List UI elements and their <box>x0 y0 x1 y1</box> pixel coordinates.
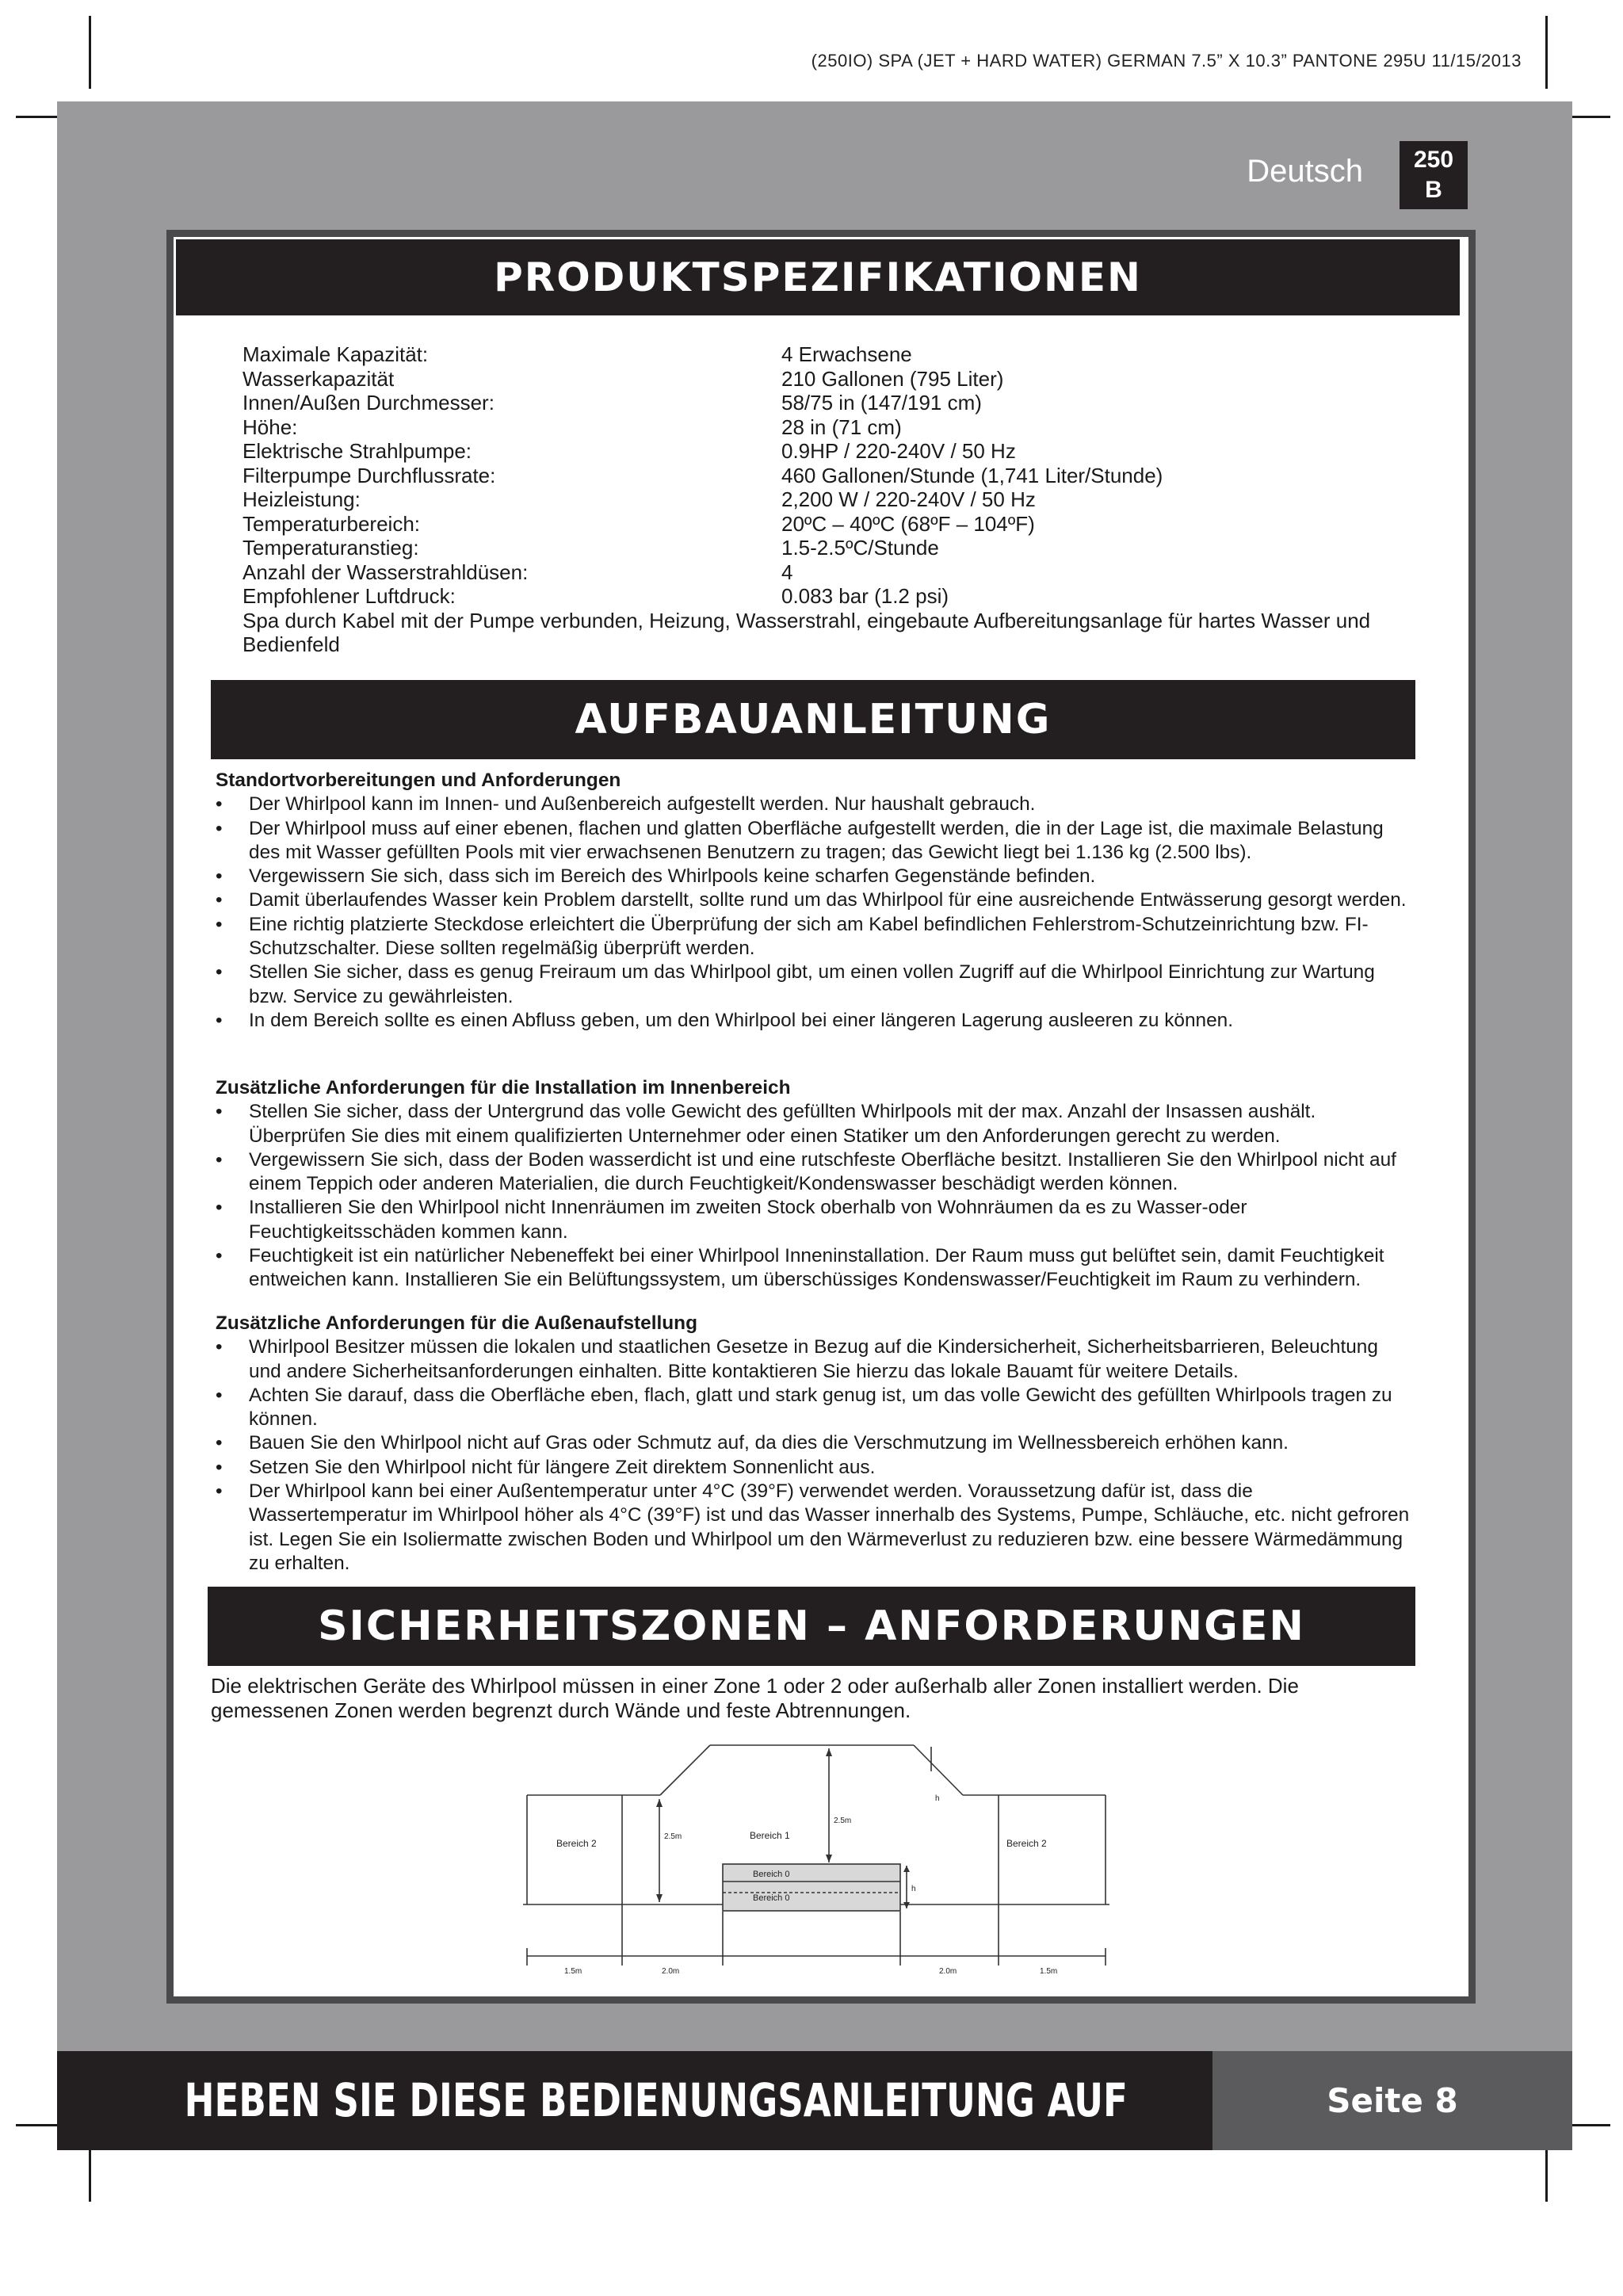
list-item <box>216 1335 1412 1384</box>
spec-label: Wasserkapazität <box>242 366 395 391</box>
spec-label: Empfohlener Luftdruck: <box>242 584 456 608</box>
spec-label: Elektrische Strahlpumpe: <box>242 439 472 463</box>
zones-title: SICHERHEITSZONEN – ANFORDERUNGEN <box>208 1587 1415 1666</box>
bullet-icon: • <box>216 1245 223 1267</box>
spec-value: 4 Erwachsene <box>781 342 912 366</box>
bullet-icon: • <box>216 913 223 935</box>
badge-letter: B <box>1425 177 1442 203</box>
list-item-text: Bauen Sie den Whirlpool nicht auf Gras oder Schmutz auf, da dies die Verschmutzung im Wellnessbereich erhöhen kann. <box>249 1432 1289 1454</box>
specs-list <box>242 342 1415 657</box>
spec-value: 0.9HP / 220-240V / 50 Hz <box>781 439 1016 463</box>
bullet-icon: • <box>216 793 223 816</box>
bullet-icon: • <box>216 1009 223 1031</box>
spec-value: 20ºC – 40ºC (68ºF – 104ºF) <box>781 511 1035 536</box>
spec-row <box>242 536 1415 560</box>
spec-note: Spa durch Kabel mit der Pumpe verbunden, Heizung, Wasserstrahl, eingebaute Aufbereitungsanlage für hartes Wasser und Bedienfeld <box>242 608 1371 656</box>
list-item <box>216 913 1412 961</box>
page-number: Seite 8 <box>1212 2051 1572 2150</box>
bullet-list <box>216 1335 1412 1576</box>
spec-label: Temperaturbereich: <box>242 511 420 536</box>
dim-3: 2.0m <box>939 1967 957 1976</box>
spec-row <box>242 584 1415 609</box>
setup-section-site <box>216 769 1412 1033</box>
label-bereich-0-bottom: Bereich 0 <box>753 1893 790 1903</box>
list-item <box>216 1244 1412 1293</box>
spec-row <box>242 560 1415 585</box>
section-heading: Standortvorbereitungen und Anforderungen <box>216 770 621 791</box>
bullet-icon: • <box>216 1336 223 1358</box>
zones-text: Die elektrischen Geräte des Whirlpool müssen in einer Zone 1 oder 2 oder außerhalb aller Zonen installiert werden. Die gemessenen Zonen werden begrenzt durch Wände und feste Abtrennungen. <box>211 1674 1299 1722</box>
bullet-icon: • <box>216 1197 223 1219</box>
bullet-list <box>216 793 1412 1033</box>
spec-label: Temperaturanstieg: <box>242 536 419 560</box>
label-bereich-1: Bereich 1 <box>750 1830 790 1841</box>
spec-value: 58/75 in (147/191 cm) <box>781 391 982 415</box>
spec-value: 210 Gallonen (795 Liter) <box>781 366 1004 391</box>
list-item-text: Feuchtigkeit ist ein natürlicher Nebeneffekt bei einer Whirlpool Inneninstallation. Der Raum muss gut belüftet sein, damit Feuchtigkeit entweichen kann. Installieren Sie ein Belüftungssystem, um überschüssiges Kondenswasser/Feuchtigkeit im Raum zu verhindern. <box>249 1245 1384 1291</box>
footer-title: HEBEN SIE DIESE BEDIENUNGSANLEITUNG AUF <box>184 2073 1128 2127</box>
spec-value: 4 <box>781 560 793 584</box>
crop-mark <box>1545 16 1548 89</box>
spec-label: Filterpumpe Durchflussrate: <box>242 463 496 487</box>
specs-title: PRODUKTSPEZIFIKATIONEN <box>176 239 1460 315</box>
bullet-icon: • <box>216 1384 223 1406</box>
bullet-icon: • <box>216 817 223 839</box>
setup-section-outdoor <box>216 1312 1412 1576</box>
bullet-icon: • <box>216 1456 223 1478</box>
bullet-icon: • <box>216 1148 223 1171</box>
list-item <box>216 1100 1412 1148</box>
spec-value: 0.083 bar (1.2 psi) <box>781 584 949 608</box>
crop-mark <box>89 16 91 89</box>
crop-mark <box>89 2146 91 2202</box>
list-item-text: Vergewissern Sie sich, dass der Boden wasserdicht ist und eine rutschfeste Oberfläche besitzt. Installieren Sie den Whirlpool nicht auf einem Teppich oder anderen Materialien, die durch Feuchtigkeit/Kondenswasser beschädigt werden können. <box>249 1148 1396 1195</box>
label-bereich-0-top: Bereich 0 <box>753 1870 790 1879</box>
spec-row <box>242 487 1415 512</box>
list-item-text: Stellen Sie sicher, dass es genug Freiraum um das Whirlpool gibt, um einen vollen Zugriff auf die Whirlpool Einrichtung zur Wartung bzw. Service zu gewährleisten. <box>249 961 1375 1007</box>
safety-zones-diagram <box>523 1736 1109 1981</box>
dim-4: 1.5m <box>1040 1967 1058 1976</box>
spec-label: Höhe: <box>242 415 298 439</box>
language-label: Deutsch <box>1247 154 1363 189</box>
list-item-text: Der Whirlpool kann im Innen- und Außenbereich aufgestellt werden. Nur haushalt gebrauch. <box>249 793 1036 816</box>
label-bereich-2-right: Bereich 2 <box>1006 1838 1047 1849</box>
list-item <box>216 961 1412 1009</box>
spec-label: Anzahl der Wasserstrahldüsen: <box>242 560 529 584</box>
spec-row <box>242 342 1415 367</box>
list-item-text: Achten Sie darauf, dass die Oberfläche eben, flach, glatt und stark genug ist, um das volle Gewicht des gefüllten Whirlpools tragen zu können. <box>249 1384 1392 1431</box>
spec-label: Heizleistung: <box>242 487 361 511</box>
setup-title: AUFBAUANLEITUNG <box>211 680 1415 759</box>
bullet-icon: • <box>216 1480 223 1503</box>
spec-value: 1.5-2.5ºC/Stunde <box>781 536 939 560</box>
list-item <box>216 865 1412 888</box>
list-item-text: Setzen Sie den Whirlpool nicht für längere Zeit direktem Sonnenlicht aus. <box>249 1456 876 1478</box>
list-item <box>216 1431 1412 1455</box>
list-item-text: Installieren Sie den Whirlpool nicht Innenräumen im zweiten Stock oberhalb von Wohnräumen da es zu Wasser-oder Feuchtigkeitsschäden kommen kann. <box>249 1197 1247 1243</box>
section-heading: Zusätzliche Anforderungen für die Außenaufstellung <box>216 1312 697 1334</box>
section-heading: Zusätzliche Anforderungen für die Installation im Innenbereich <box>216 1077 791 1098</box>
dim-1: 1.5m <box>564 1967 582 1976</box>
model-badge <box>1400 141 1468 209</box>
list-item <box>216 1384 1412 1432</box>
list-item <box>216 1480 1412 1576</box>
spec-row <box>242 464 1415 488</box>
print-info: (250IO) SPA (JET + HARD WATER) GERMAN 7.5” X 10.3” PANTONE 295U 11/15/2013 <box>811 51 1522 71</box>
list-item-text: Damit überlaufendes Wasser kein Problem darstellt, sollte rund um das Whirlpool für eine ausreichende Entwässerung gesorgt werden. <box>249 889 1407 911</box>
spec-label: Maximale Kapazität: <box>242 342 429 366</box>
list-item <box>216 793 1412 816</box>
list-item-text: Vergewissern Sie sich, dass sich im Bereich des Whirlpools keine scharfen Gegenstände befinden. <box>249 865 1096 888</box>
spec-row <box>242 439 1415 464</box>
dim-2: 2.0m <box>662 1967 680 1976</box>
label-h-top: h <box>935 1794 940 1803</box>
bullet-icon: • <box>216 889 223 911</box>
list-item <box>216 1009 1412 1033</box>
list-item-text: Eine richtig platzierte Steckdose erleichtert die Überprüfung der sich am Kabel befindlichen Fehlerstrom-Schutzeinrichtung bzw. FI-Schutzschalter. Diese sollten regelmäßig überprüft werden. <box>249 913 1369 960</box>
spec-label: Innen/Außen Durchmesser: <box>242 391 495 415</box>
list-item-text: Stellen Sie sicher, dass der Untergrund das volle Gewicht des gefüllten Whirlpools mit der max. Anzahl der Insassen aushält. Überprüfen Sie dies mit einem qualifizierten Unternehmer oder einen Statiker um den Anforderungen gerecht zu werden. <box>249 1101 1316 1147</box>
list-item <box>216 888 1412 912</box>
bullet-icon: • <box>216 865 223 888</box>
spec-row <box>242 391 1415 415</box>
label-bereich-2-left: Bereich 2 <box>556 1838 597 1849</box>
list-item-text: Der Whirlpool muss auf einer ebenen, flachen und glatten Oberfläche aufgestellt werden, die in der Lage ist, die maximale Belastung des mit Wasser gefüllten Pools mit vier erwachsenen Benutzern zu tragen; das Gewicht liegt bei 1.136 kg (2.500 lbs). <box>249 817 1384 863</box>
list-item <box>216 1456 1412 1480</box>
list-item <box>216 1148 1412 1197</box>
setup-section-indoor <box>216 1076 1412 1293</box>
list-item <box>216 1196 1412 1244</box>
spec-row <box>242 415 1415 440</box>
label-height-left: 2.5m <box>664 1832 682 1841</box>
spec-row <box>242 512 1415 537</box>
crop-mark <box>1545 2146 1548 2202</box>
spec-value: 460 Gallonen/Stunde (1,741 Liter/Stunde) <box>781 463 1163 487</box>
label-height-center: 2.5m <box>834 1817 852 1825</box>
spec-value: 2,200 W / 220-240V / 50 Hz <box>781 487 1036 511</box>
badge-number: 250 <box>1413 147 1454 173</box>
spec-row <box>242 367 1415 392</box>
bullet-list <box>216 1100 1412 1292</box>
label-h-side: h <box>911 1885 916 1893</box>
bullet-icon: • <box>216 1101 223 1123</box>
bullet-icon: • <box>216 1432 223 1454</box>
list-item-text: In dem Bereich sollte es einen Abfluss geben, um den Whirlpool bei einer längeren Lagerung ausleeren zu können. <box>249 1009 1234 1031</box>
list-item-text: Der Whirlpool kann bei einer Außentemperatur unter 4°C (39°F) verwendet werden. Voraussetzung dafür ist, dass die Wassertemperatur im Whirlpool höher als 4°C (39°F) ist und das Wasser innerhalb des Systems, Pumpe, Schläuche, etc. nicht gefroren ist. Legen Sie ein Isoliermatte zwischen Boden und Whirlpool um den Wärmeverlust zu reduzieren bzw. eine bessere Wärmedämmung zu erhalten. <box>249 1480 1410 1574</box>
list-item-text: Whirlpool Besitzer müssen die lokalen und staatlichen Gesetze in Bezug auf die Kindersicherheit, Sicherheitsbarrieren, Beleuchtung und andere Sicherheitsanforderungen einhalten. Bitte kontaktieren Sie hierzu das lokale Bauamt für weitere Details. <box>249 1336 1378 1382</box>
spec-value: 28 in (71 cm) <box>781 415 902 439</box>
bullet-icon: • <box>216 961 223 984</box>
list-item <box>216 817 1412 865</box>
